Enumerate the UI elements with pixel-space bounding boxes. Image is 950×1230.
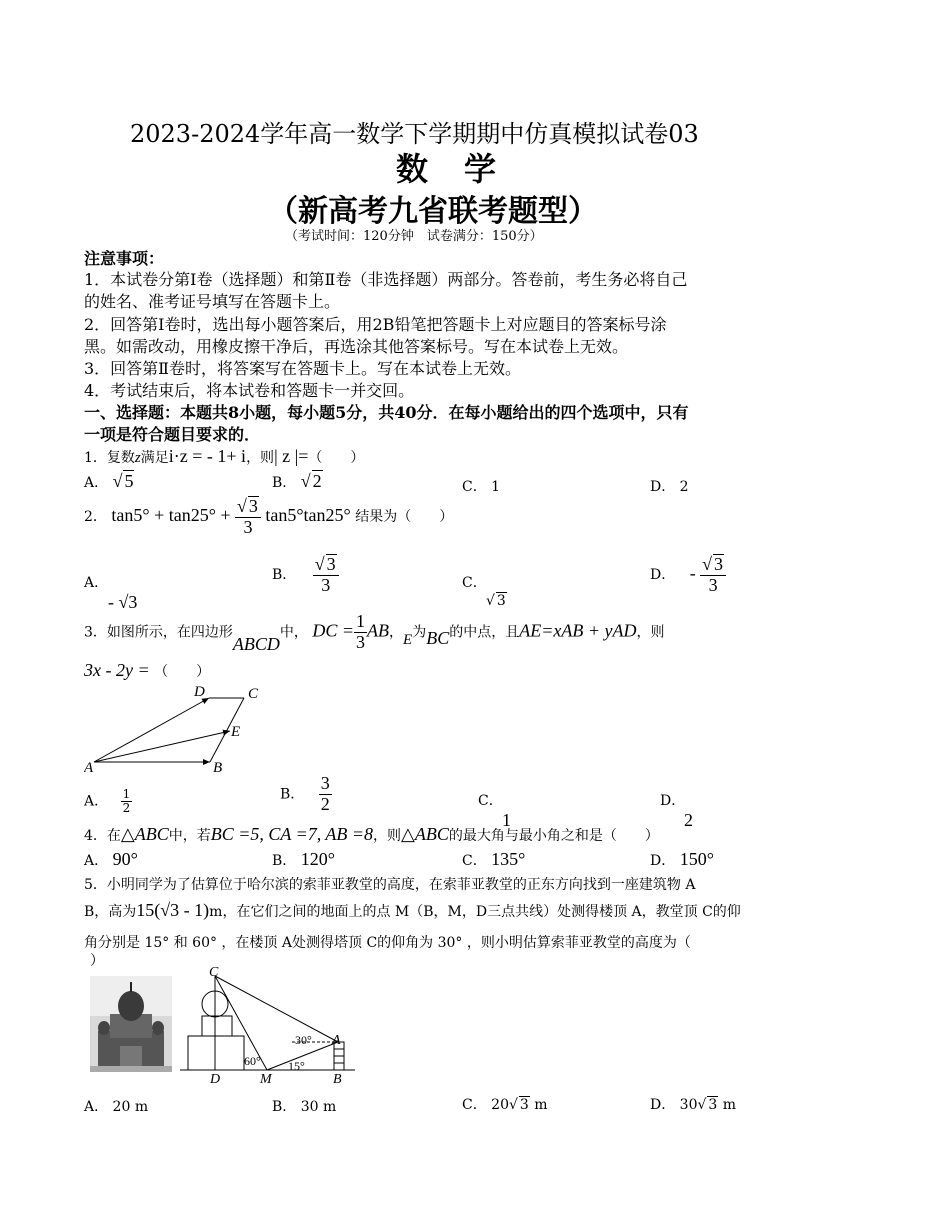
option-value: 2 — [684, 810, 693, 830]
q2-fraction: $\frac{√ 3}{3}$ — [235, 496, 261, 538]
q2-option-b[interactable]: B． $\frac{√ 3}{3}$ — [272, 554, 339, 596]
label-c: C — [209, 965, 219, 980]
q4-option-c[interactable] — [462, 849, 525, 870]
label-d: D — [210, 1072, 221, 1086]
q5-option-a[interactable]: A． 20 m — [84, 1099, 149, 1115]
subject-title: 数 学 — [396, 150, 499, 188]
q2-option-a[interactable] — [84, 572, 137, 613]
q4-option-b[interactable] — [272, 849, 335, 870]
vector-ad — [94, 698, 209, 762]
option-value: 1 — [502, 810, 511, 830]
q2-option-d[interactable]: D． - $\frac{√ 3}{3}$ — [650, 554, 726, 596]
paper-subtitle: （新高考九省联考题型） — [268, 194, 598, 229]
exam-info: （考试时间：120分钟 试卷满分：150分） — [285, 229, 543, 244]
q3-ask: 3x - 2y = （ ） — [84, 660, 211, 680]
q3-option-d[interactable] — [660, 790, 693, 831]
option-label: A． — [84, 853, 109, 869]
q1-z: z — [134, 450, 141, 466]
q2-number: 2． — [84, 508, 107, 525]
q3-option-b[interactable]: B． $\frac{3}{2}$ — [280, 773, 330, 814]
option-label: D． — [660, 793, 686, 809]
option-value: 5 — [124, 471, 134, 491]
option-value: 2 — [312, 471, 322, 491]
option-label: A． — [84, 475, 109, 491]
option-label: D． — [650, 566, 676, 583]
label-a: A — [84, 760, 94, 776]
label-e: E — [231, 724, 241, 740]
q3-dc: DC = — [312, 620, 355, 641]
cathedral-photo — [90, 976, 172, 1072]
q2-expression: tan5°tan25° — [265, 504, 351, 525]
option-value: 90° — [112, 849, 138, 869]
option-label: C． — [462, 853, 487, 869]
q5-diagram — [180, 964, 360, 1086]
q4-triangle: △ABC — [120, 824, 169, 844]
option-label: C． — [462, 575, 487, 591]
q4-condition: BC =5, CA =7, AB =8 — [210, 824, 374, 844]
note-line: 的姓名、准考证号填写在答题卡上。 — [84, 292, 341, 311]
option-label: B． — [272, 475, 297, 491]
note-line: 1．本试卷分第Ⅰ卷（选择题）和第Ⅱ卷（非选择题）两部分。答卷前，考生务必将自己 — [84, 270, 688, 289]
q1-paren: （ ） — [308, 450, 365, 466]
q1-option-d[interactable]: D． 2 — [650, 479, 689, 495]
angle-15: 15° — [288, 1059, 305, 1073]
question-5-line: ） — [90, 953, 104, 969]
section-heading: 一项是符合题目要求的． — [84, 425, 261, 444]
option-label: B． — [272, 853, 297, 869]
q1-equation: i·z = - 1+ i — [168, 446, 247, 466]
q1-option-b[interactable]: B． √ 2 — [272, 471, 322, 491]
label-c: C — [248, 686, 259, 702]
label-b: B — [213, 760, 223, 776]
option-unit: m — [722, 1097, 737, 1113]
note-line: 黑。如需改动，用橡皮擦干净后，再选涂其他答案标号。写在本试卷上无效。 — [84, 337, 629, 356]
q1-text: 满足 — [140, 450, 169, 466]
notes-heading: 注意事项： — [84, 249, 165, 268]
q5-option-b[interactable]: B． 30 m — [272, 1099, 337, 1115]
option-value: - √3 — [108, 592, 138, 612]
option-label: D． 30 — [650, 1097, 698, 1113]
q5-option-d[interactable]: D． 30√ 3 m — [650, 1097, 737, 1113]
q3-number: 3．如图所示，在四边形 — [84, 624, 233, 641]
option-value: 150° — [679, 849, 714, 869]
question-5-line: 5．小明同学为了估算位于哈尔滨的索菲亚教堂的高度，在索菲亚教堂的正东方向找到一座建筑物 A — [84, 877, 696, 893]
q2-text: 结果为（ ） — [355, 508, 454, 525]
option-value: 120° — [300, 849, 335, 869]
option-value: 3 — [708, 1097, 718, 1113]
q3-ae: AE=xAB + yAD — [519, 620, 637, 641]
q2-expression: tan5° + tan25° + — [111, 504, 231, 525]
option-value: 135° — [491, 849, 526, 869]
q1-abs: | z |= — [274, 446, 309, 466]
q1-number: 1．复数 — [84, 450, 135, 466]
q4-option-d[interactable] — [650, 849, 714, 870]
note-line: 4．考试结束后，将本试卷和答题卡一并交回。 — [84, 381, 415, 400]
option-label: D． — [650, 853, 676, 869]
angle-60: 60° — [244, 1054, 261, 1068]
angle-30: 30° — [295, 1033, 312, 1047]
q4-option-a[interactable] — [84, 849, 138, 870]
section-heading: 一、选择题：本题共8小题，每小题5分，共40分．在每小题给出的四个选项中，只有 — [84, 403, 689, 422]
q1-text: ，则 — [246, 450, 275, 466]
note-line: 2．回答第Ⅰ卷时，选出每小题答案后，用2B铅笔把答题卡上对应题目的答案标号涂 — [84, 315, 667, 334]
label-m: M — [260, 1072, 272, 1086]
question-3: 3．如图所示，在四边形ABCD中， DC = $\frac{1}{3}$ AB，E为BC的中点，且AE=xAB + yAD，则 — [84, 611, 665, 655]
label-a: A — [332, 1033, 341, 1048]
option-label: C． 20 — [462, 1097, 509, 1113]
q5-height: 15(√3 - 1) — [136, 900, 210, 920]
option-label: A． — [84, 793, 109, 810]
q2-option-c[interactable]: C． √ 3 — [462, 575, 506, 609]
option-label: A． — [84, 575, 109, 591]
q3-figure — [84, 680, 274, 780]
note-line: 3．回答第Ⅱ卷时，将答案写在答题卡上。写在本试卷上无效。 — [84, 359, 522, 378]
label-b: B — [333, 1072, 342, 1086]
option-label: B． — [280, 786, 305, 803]
option-sign: - — [689, 562, 696, 583]
question-1 — [84, 446, 364, 467]
question-5-line: 角分别是 15° 和 60° ，在楼顶 A处测得塔顶 C的仰角为 30° ，则小明估算索菲亚教堂的高度为（ — [84, 935, 691, 951]
vector-ae — [94, 731, 230, 762]
option-value: 3 — [496, 593, 506, 609]
option-value: 3 — [519, 1097, 529, 1113]
label-d: D — [194, 684, 205, 700]
q5-option-c[interactable]: C． 20√ 3 m — [462, 1097, 548, 1113]
question-5-line: B，高为15(√3 - 1)m，在它们之间的地面上的点 M（B，M，D三点共线）处测得楼顶 A，教堂顶 C的仰 — [84, 900, 741, 920]
q1-option-c[interactable]: C． 1 — [462, 479, 501, 495]
q3-option-a[interactable]: A． $\frac{1}{2}$ — [84, 787, 131, 816]
paper-title: 2023-2024学年高一数学下学期期中仿真模拟试卷03 — [130, 120, 699, 148]
q1-option-a[interactable]: A． √ 5 — [84, 471, 134, 491]
option-unit: m — [534, 1097, 548, 1113]
question-4: 4．在△ABC中，若BC =5, CA =7, AB =8，则△ABC的最大角与最小角之和是（ ） — [84, 824, 659, 844]
option-label: B． — [272, 566, 297, 583]
q3-quad: ABCD — [232, 634, 280, 655]
question-2 — [84, 496, 453, 538]
option-label: C． — [478, 793, 503, 809]
